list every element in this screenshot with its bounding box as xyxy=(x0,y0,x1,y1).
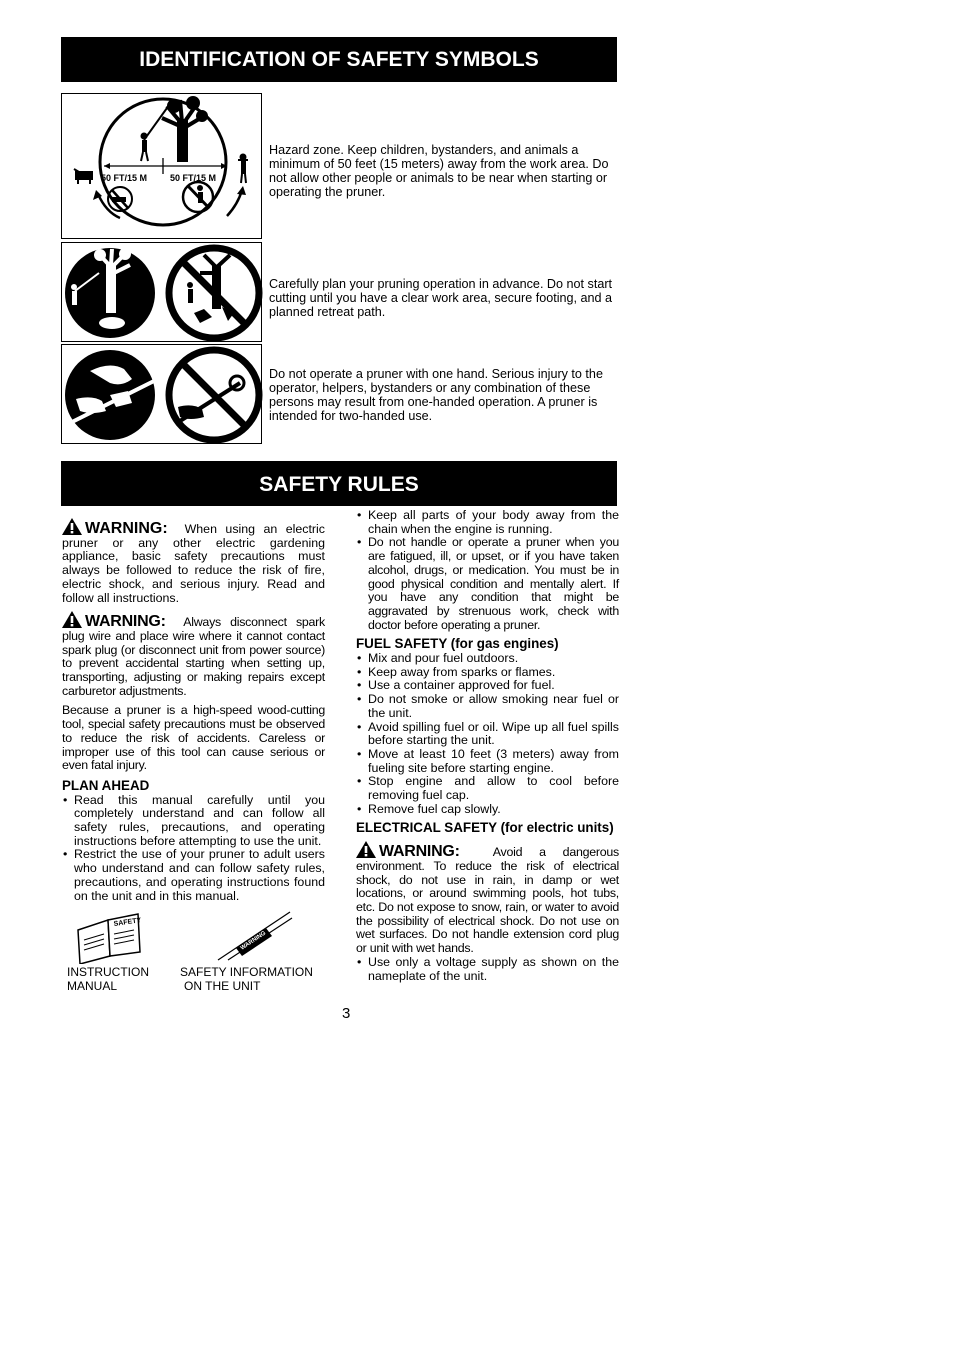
unit-art-label: WARNING xyxy=(239,930,268,952)
warning-spark-plug-text: Always disconnect spark plug wire and place wire where it cannot contact spark plug (or disconnect unit from power source) to prevent accidental starting when setting up, transporting, adjusting or making repairs except carburetor adjustments. xyxy=(62,615,325,698)
two-hands-icon xyxy=(62,345,263,445)
warning-environment-text: Avoid a dangerous environment. To reduce the risk of electrical shock, do not use in rain, in damp or wet locations, or around swimming pools, hot tubs, etc. Do not expose to snow, rain, or water to avoid the possibility of electrical shock. Do not use on wet surfaces. Do not handle extension cord plug or unit with wet hands. xyxy=(356,845,619,956)
fuel-safety-heading: FUEL SAFETY (for gas engines) xyxy=(356,636,559,652)
warning-environment-paragraph xyxy=(356,841,619,956)
list-item: • Keep all parts of your body away from the chain when the engine is running. xyxy=(356,509,619,536)
distance-label-left: 50 FT/15 M xyxy=(101,173,148,183)
warning-electric-paragraph xyxy=(62,518,325,605)
list-item: • Read this manual carefully until you completely understand and can follow all safety rules, precautions, and operating instructions before attempting to use the unit. xyxy=(62,794,325,849)
list-item: • Avoid spilling fuel or oil. Wipe up all fuel spills before starting the unit. xyxy=(356,721,619,748)
warning-heading: WARNING: xyxy=(62,613,166,630)
right-column xyxy=(356,509,619,988)
list-item: • Remove fuel cap slowly. xyxy=(356,803,619,817)
warning-triangle-icon xyxy=(62,518,82,535)
fuel-safety-list xyxy=(356,652,619,816)
warning-spark-plug-paragraph xyxy=(62,611,325,698)
plan-ahead-icon xyxy=(62,243,263,343)
manual-art-label: SAFETY xyxy=(113,917,142,928)
list-item: • Use only a voltage supply as shown on the nameplate of the unit. xyxy=(356,956,619,983)
symbols-title: IDENTIFICATION OF SAFETY SYMBOLS xyxy=(61,37,617,82)
plan-ahead-list xyxy=(62,794,325,904)
distance-label-right: 50 FT/15 M xyxy=(170,173,217,183)
warning-heading: WARNING: xyxy=(356,843,460,860)
list-item: • Do not smoke or allow smoking near fuel or the unit. xyxy=(356,693,619,720)
list-item: • Mix and pour fuel outdoors. xyxy=(356,652,619,666)
intro-paragraph: Because a pruner is a high-speed wood-cutting tool, special safety precautions must be observed to reduce the risk of accidents. Careless or improper use of this tool can cause serious or even fatal injury. xyxy=(62,703,325,773)
warning-electric-text: When using an electric pruner or any other electric gardening appliance, basic safety precautions must always be followed to reduce the risk of fire, electric shock, and serious injury. Read and follow all instructions. xyxy=(62,522,325,605)
electrical-safety-heading: ELECTRICAL SAFETY (for electric units) xyxy=(356,820,614,836)
hazard-zone-symbol xyxy=(61,93,262,239)
page-number: 3 xyxy=(342,1005,351,1022)
list-item: • Use a container approved for fuel. xyxy=(356,679,619,693)
left-column xyxy=(62,518,325,908)
warning-triangle-icon xyxy=(62,611,82,628)
warning-heading: WARNING: xyxy=(62,520,168,537)
plan-ahead-text: Carefully plan your pruning operation in advance. Do not start cutting until you have a clear work area, secure footing, and a planned retreat path. xyxy=(269,277,613,319)
two-hands-symbol xyxy=(61,344,262,444)
list-item: • Do not handle or operate a pruner when you are fatigued, ill, or upset, or if you have taken alcohol, drugs, or medication. You must be in good physical condition and mentally alert. If you have any condition that might be aggravated by strenuous work, check with doctor before operating a pruner. xyxy=(356,536,619,632)
two-hands-text: Do not operate a pruner with one hand. Serious injury to the operator, helpers, bystanders or any combination of these persons may result from one-handed operation. A pruner is intended for two-handed use. xyxy=(269,367,603,423)
unit-safety-label-icon xyxy=(214,908,294,964)
hazard-zone-text: Hazard zone. Keep children, bystanders, and animals a minimum of 50 feet (15 meters) away from the work area. Do not allow other people or animals to be near when starting or operating the pruner. xyxy=(269,143,609,199)
list-item: • Keep away from sparks or flames. xyxy=(356,666,619,680)
warning-triangle-icon xyxy=(356,841,376,858)
list-item: • Move at least 10 feet (3 meters) away from fueling site before starting engine. xyxy=(356,748,619,775)
list-item: • Stop engine and allow to cool before removing fuel cap. xyxy=(356,775,619,802)
electrical-safety-list xyxy=(356,956,619,983)
plan-ahead-symbol xyxy=(61,242,262,342)
hazard-zone-icon xyxy=(62,94,263,240)
instruction-manual-caption: INSTRUCTION MANUAL xyxy=(67,965,149,993)
safety-info-caption: SAFETY INFORMATION ON THE UNIT xyxy=(180,965,313,993)
safety-rules-title: SAFETY RULES xyxy=(61,461,617,506)
general-safety-list xyxy=(356,509,619,632)
plan-ahead-heading: PLAN AHEAD xyxy=(62,777,150,793)
instruction-manual-icon xyxy=(74,912,144,964)
list-item: • Restrict the use of your pruner to adult users who understand and can follow safety rules, precautions, and operating instructions found on the unit and in this manual. xyxy=(62,848,325,903)
